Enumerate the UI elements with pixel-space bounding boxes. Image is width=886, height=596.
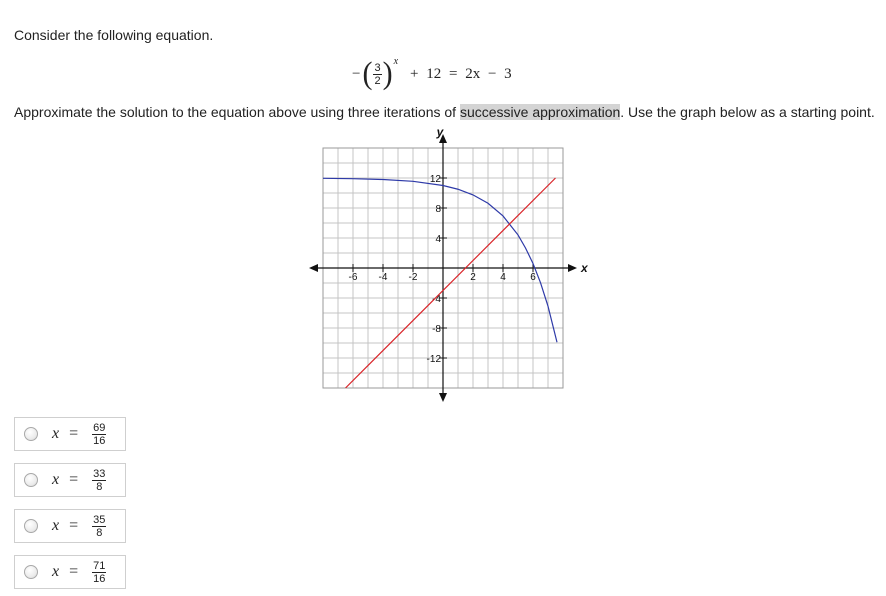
- choice-equals: =: [69, 563, 79, 580]
- radio-button[interactable]: [24, 565, 38, 579]
- equation-rest: + 12 = 2x − 3: [410, 65, 512, 82]
- x-axis-arrow-right: [568, 264, 577, 272]
- choice-numerator: 71: [93, 559, 106, 572]
- choice-numerator: 35: [93, 513, 106, 526]
- equation: [352, 54, 512, 94]
- answer-choice-3[interactable]: [14, 509, 126, 543]
- choice-variable: x: [52, 517, 60, 534]
- choice-denominator: 8: [96, 526, 103, 539]
- equation-exponent: x: [393, 56, 399, 67]
- equation-base-denominator: 2: [374, 74, 381, 87]
- y-tick-label: 8: [435, 204, 441, 215]
- x-axis-label: x: [581, 261, 588, 275]
- choice-denominator: 16: [93, 572, 106, 585]
- choice-equals: =: [69, 471, 79, 488]
- x-tick-label: 6: [530, 272, 536, 283]
- choice-fraction: [92, 422, 106, 447]
- choice-variable: x: [52, 471, 60, 488]
- y-tick-label: -4: [432, 294, 441, 305]
- choice-equals: =: [69, 517, 79, 534]
- x-tick-label: -2: [408, 272, 418, 283]
- equation-leading-minus: −: [352, 65, 361, 82]
- answer-choice-4[interactable]: [14, 555, 126, 589]
- choice-equals: =: [69, 425, 79, 442]
- choice-numerator: 33: [93, 467, 106, 480]
- choice-denominator: 16: [93, 434, 106, 447]
- equation-base-numerator: 3: [374, 61, 381, 74]
- choice-variable: x: [52, 563, 60, 580]
- x-tick-label: 4: [500, 272, 506, 283]
- highlighted-term: successive approximation: [459, 104, 621, 120]
- choice-fraction: [92, 560, 106, 585]
- instructions-after: . Use the graph below as a starting point.: [620, 104, 875, 120]
- answer-choice-1[interactable]: [14, 417, 126, 451]
- radio-button[interactable]: [24, 519, 38, 533]
- y-axis-label: y: [436, 125, 444, 139]
- instructions: [14, 104, 875, 120]
- choice-denominator: 8: [96, 480, 103, 493]
- equation-base-fraction: [373, 62, 381, 87]
- choice-fraction: [92, 468, 106, 493]
- function-graph: [310, 125, 588, 392]
- y-tick-label: -12: [426, 354, 441, 365]
- y-tick-label: 4: [435, 234, 441, 245]
- choice-numerator: 69: [93, 421, 106, 434]
- y-tick-label: -8: [432, 324, 441, 335]
- left-paren: (: [362, 56, 373, 91]
- y-axis-arrow-down: [439, 393, 447, 402]
- instructions-before: Approximate the solution to the equation above using three iterations of: [14, 104, 460, 120]
- radio-button[interactable]: [24, 473, 38, 487]
- choice-variable: x: [52, 425, 60, 442]
- radio-button[interactable]: [24, 427, 38, 441]
- exponential-curve: [323, 178, 557, 342]
- answer-choice-2[interactable]: [14, 463, 126, 497]
- x-tick-label: 2: [470, 272, 476, 283]
- choice-fraction: [92, 514, 106, 539]
- right-paren: ): [382, 56, 393, 91]
- x-axis-arrow-left: [309, 264, 318, 272]
- x-tick-label: -6: [348, 272, 358, 283]
- intro-text: Consider the following equation.: [14, 27, 214, 43]
- y-tick-label: 12: [429, 174, 441, 185]
- x-tick-label: -4: [378, 272, 388, 283]
